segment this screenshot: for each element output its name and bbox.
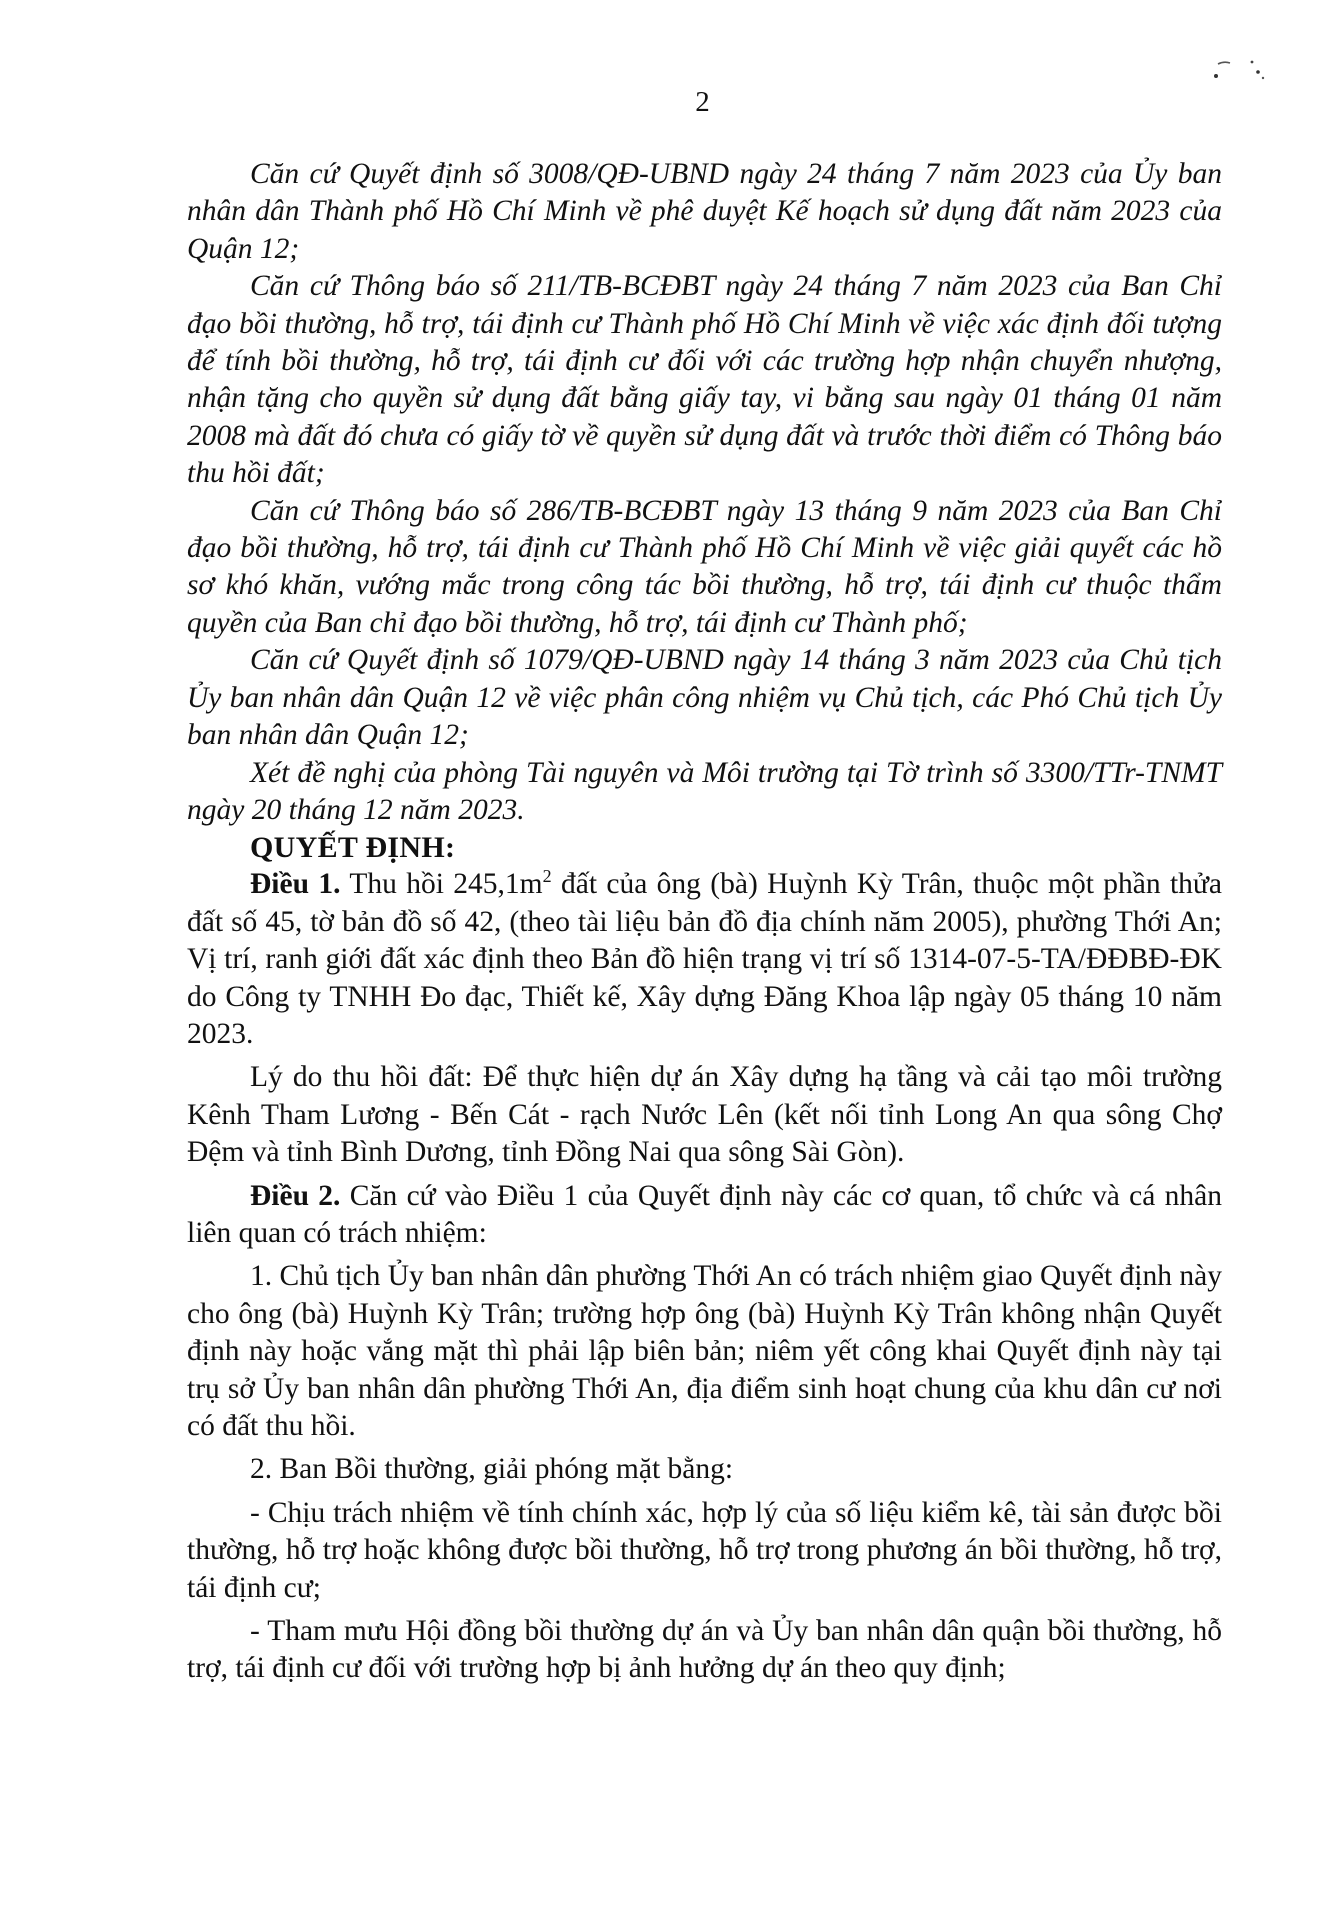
preamble-paragraph-5: Xét đề nghị của phòng Tài nguyên và Môi trường tại Tờ trình số 3300/TTr-TNMT ngày 20 tháng 12 năm 2023. <box>187 756 1222 826</box>
preamble-paragraph-2: Căn cứ Thông báo số 211/TB-BCĐBT ngày 24 tháng 7 năm 2023 của Ban Chỉ đạo bồi thường, hỗ trợ, tái định cư Thành phố Hồ Chí Minh về việc xác định đối tượng để tính bồi thường, hỗ trợ, tái định cư đối với các trường hợp nhận chuyển nhượng, nhận tặng cho quyền sử dụng đất bằng giấy tay, vi bằng sau ngày 01 tháng 01 năm 2008 mà đất đó chưa có giấy tờ về quyền sử dụng đất và trước thời điểm có Thông báo thu hồi đất; <box>187 270 1222 490</box>
article-2-text: Căn cứ vào Điều 1 của Quyết định này các cơ quan, tổ chức và cá nhân liên quan có trách nhiệm: <box>187 1179 1222 1249</box>
article-1-paragraph <box>187 866 1222 1053</box>
preamble-paragraph-1: Căn cứ Quyết định số 3008/QĐ-UBND ngày 24 tháng 7 năm 2023 của Ủy ban nhân dân Thành phố Hồ Chí Minh về phê duyệt Kế hoạch sử dụng đất năm 2023 của Quận 12; <box>187 158 1222 265</box>
item-paragraph-2: 2. Ban Bồi thường, giải phóng mặt bằng: <box>250 1453 734 1486</box>
article-1-text-end: đất của ông (bà) Huỳnh Kỳ Trân, thuộc một phần thửa đất số 45, tờ bản đồ số 42, (theo tài liệu bản đồ địa chính năm 2005), phường Thới An; Vị trí, ranh giới đất xác định theo Bản đồ hiện trạng vị trí số 1314-07-5-TA/ĐĐBĐ-ĐK do Công ty TNHH Đo đạc, Thiết kế, Xây dựng Đăng Khoa lập ngày 05 tháng 10 năm 2023. <box>187 868 1223 1050</box>
article-1-text-start: Thu hồi 245,1m <box>340 868 543 901</box>
item-paragraph-3: - Chịu trách nhiệm về tính chính xác, hợp lý của số liệu kiểm kê, tài sản được bồi thường, hỗ trợ hoặc không được bồi thường, hỗ trợ trong phương án bồi thường, hỗ trợ, tái định cư; <box>187 1496 1222 1604</box>
preamble-paragraph-4: Căn cứ Quyết định số 1079/QĐ-UBND ngày 14 tháng 3 năm 2023 của Chủ tịch Ủy ban nhân dân Quận 12 về việc phân công nhiệm vụ Chủ tịch, các Phó Chủ tịch Ủy ban nhân dân Quận 12; <box>187 644 1222 752</box>
item-paragraph-1: 1. Chủ tịch Ủy ban nhân dân phường Thới An có trách nhiệm giao Quyết định này cho ông (bà) Huỳnh Kỳ Trân; trường hợp ông (bà) Huỳnh Kỳ Trân không nhận Quyết định này hoặc vắng mặt thì phải lập biên bản; niêm yết công khai Quyết định này tại trụ sở Ủy ban nhân dân phường Thới An, địa điểm sinh hoạt chung của khu dân cư nơi có đất thu hồi. <box>187 1260 1222 1442</box>
article-2-label: Điều 2. <box>250 1179 341 1212</box>
reason-paragraph: Lý do thu hồi đất: Để thực hiện dự án Xây dựng hạ tầng và cải tạo môi trường Kênh Tham Lương - Bến Cát - rạch Nước Lên (kết nối tỉnh Long An qua sông Chợ Đệm và tỉnh Bình Dương, tỉnh Đồng Nai qua sông Sài Gòn). <box>187 1061 1222 1169</box>
article-1-label: Điều 1. <box>250 868 341 901</box>
decision-heading: QUYẾT ĐỊNH: <box>250 831 456 865</box>
item-paragraph-4: - Tham mưu Hội đồng bồi thường dự án và Ủy ban nhân dân quận bồi thường, hỗ trợ, tái định cư đối với trường hợp bị ảnh hưởng dự án theo quy định; <box>187 1615 1222 1685</box>
document-body <box>187 156 1222 1688</box>
preamble-section <box>187 156 1222 829</box>
area-unit-superscript: 2 <box>542 866 552 887</box>
preamble-paragraph-3: Căn cứ Thông báo số 286/TB-BCĐBT ngày 13 tháng 9 năm 2023 của Ban Chỉ đạo bồi thường, hỗ trợ, tái định cư Thành phố Hồ Chí Minh về việc giải quyết các hồ sơ khó khăn, vướng mắc trong công tác bồi thường, hỗ trợ, tái định cư thuộc thẩm quyền của Ban chỉ đạo bồi thường, hỗ trợ, tái định cư Thành phố; <box>187 494 1222 639</box>
article-2-paragraph <box>187 1178 1222 1253</box>
page-number: 2 <box>695 86 710 118</box>
